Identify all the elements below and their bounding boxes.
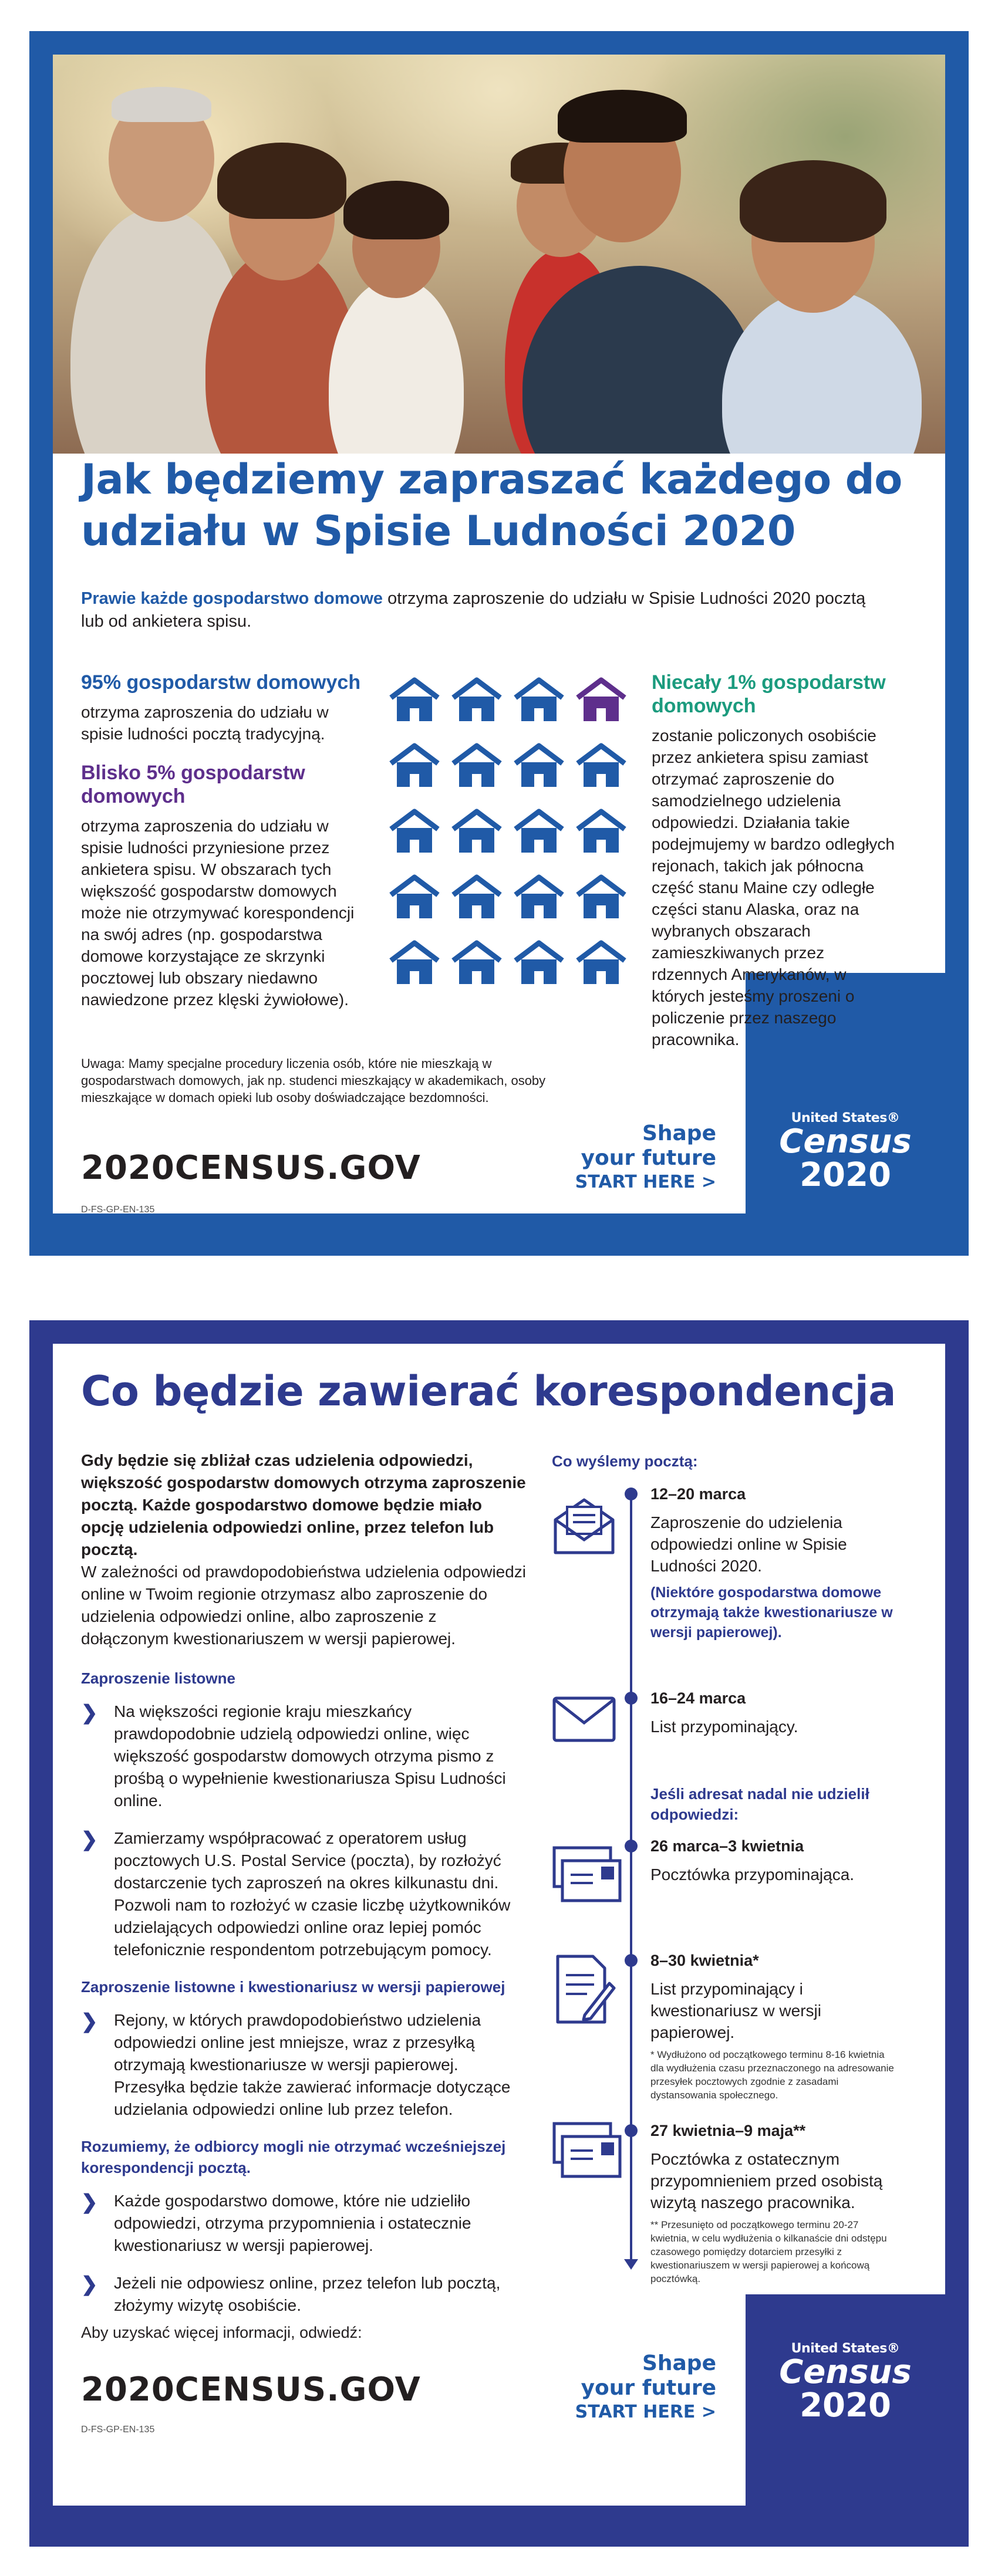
shape-your-future-tagline bbox=[511, 1121, 716, 1194]
timeline-date: 12–20 marca bbox=[650, 1485, 746, 1503]
timeline-footnote: * Wydłużono od początkowego terminu 8-16 kwietnia dla wydłużenia czasu przeznaczonego na adresowanie przesyłek pocztowych zgodnie z zasadami dystansowania społecznego. bbox=[650, 2049, 894, 2101]
tagline-line3: START HERE > bbox=[575, 1172, 716, 1192]
family-photo bbox=[53, 55, 945, 454]
stat2-heading: Blisko 5% gospodarstw domowych bbox=[81, 762, 305, 807]
logo-us: United States® bbox=[791, 2341, 900, 2356]
house-row bbox=[387, 677, 634, 724]
website-url[interactable]: 2020CENSUS.GOV bbox=[81, 1149, 421, 1187]
section2-bullet bbox=[81, 2009, 527, 2121]
tagline-line3: START HERE > bbox=[575, 2402, 716, 2422]
bullet-text: Jeżeli nie odpowiesz online, przez telefon lub pocztą, złożymy wizytę osobiście. bbox=[114, 2274, 501, 2314]
timeline-desc: Pocztówka przypominająca. bbox=[650, 1865, 855, 1884]
house-icon bbox=[450, 808, 504, 855]
intro-rest: otrzyma zaproszenie do udziału w Spisie Ludności 2020 pocztą lub od ankietera spisu. bbox=[81, 589, 866, 631]
logo-year: 2020 bbox=[800, 2386, 891, 2425]
stats-right-column bbox=[652, 671, 898, 1050]
tagline-line1: Shape bbox=[642, 1121, 716, 1145]
chevron-right-icon: ❯ bbox=[81, 1702, 98, 1724]
timeline-date: 27 kwietnia–9 maja** bbox=[650, 2122, 806, 2139]
house-icon bbox=[450, 939, 504, 986]
section1-heading: Zaproszenie listowne bbox=[81, 1669, 235, 1687]
tagline-line1: Shape bbox=[642, 2351, 716, 2375]
timeline-desc: Pocztówka z ostatecznym przypomnieniem przed osobistą wizytą naszego pracownika. bbox=[650, 2150, 883, 2212]
timeline-dot bbox=[625, 1692, 638, 1705]
house-icon bbox=[512, 874, 566, 921]
flyer-page-2 bbox=[29, 1320, 969, 2547]
section3-bullet bbox=[81, 2272, 527, 2317]
chevron-right-icon: ❯ bbox=[81, 2010, 98, 2033]
tagline-line2: your future bbox=[581, 1146, 716, 1170]
house-icon bbox=[512, 808, 566, 855]
house-icon bbox=[574, 939, 628, 986]
intro-text bbox=[81, 587, 868, 633]
note: Uwaga: Mamy specjalne procedury liczenia osób, które nie mieszkają w gospodarstwach domowych, jak np. studenci mieszkający w akademikach, osoby mieszkające w domach opieki lub osoby doświadczające bezdomności. bbox=[81, 1056, 546, 1105]
website-url[interactable]: 2020CENSUS.GOV bbox=[81, 2371, 421, 2409]
timeline-dot bbox=[625, 2124, 638, 2137]
timeline-extra: (Niektóre gospodarstwa domowe otrzymają także kwestionariusze w wersji papierowej). bbox=[650, 1584, 893, 1641]
chevron-right-icon: ❯ bbox=[81, 1828, 98, 1851]
stat3-text: zostanie policzonych osobiście przez ankietera spisu zamiast otrzymać zaproszenie do samodzielnego udzielenia odpowiedzi. Działania takie podejmujemy w bardzo odległych rejonach, takich jak północna część stanu Maine czy odległe części stanu Alaska, oraz na wybranych obszarach zamieszkiwanych przez rdzennych Amerykanów, w których jesteśmy proszeni o policzenie przez naszego pracownika. bbox=[652, 726, 895, 1049]
intro-bold: Prawie każde gospodarstwo domowe bbox=[81, 589, 383, 608]
house-row bbox=[387, 874, 634, 921]
document-code: D-FS-GP-EN-135 bbox=[81, 2425, 155, 2435]
questionnaire-icon bbox=[552, 1954, 616, 2024]
shape-your-future-tagline bbox=[511, 2351, 716, 2424]
house-icon bbox=[574, 742, 628, 789]
house-icon bbox=[387, 939, 441, 986]
house-row bbox=[387, 742, 634, 789]
timeline-date: 26 marca–3 kwietnia bbox=[650, 1837, 804, 1855]
house-icon bbox=[387, 874, 441, 921]
stats-left-column bbox=[81, 671, 363, 1010]
timeline-desc: Zaproszenie do udzielenia odpowiedzi online w Spisie Ludności 2020. bbox=[650, 1513, 847, 1575]
house-icon bbox=[450, 742, 504, 789]
timeline-desc: List przypominający. bbox=[650, 1718, 798, 1736]
stat2-text: otrzyma zaproszenia do udziału w spisie ludności przyniesione przez ankietera spisu. W obszarach tych większość gospodarstw domowych może nie otrzymywać korespondencji na swój adres (np. gospodarstwa domowe korzystające ze skrzynki pocztowej lub obszary niedawno nawiedzone przez klęski żywiołowe). bbox=[81, 817, 355, 1009]
timeline-followup-heading: Jeśli adresat nadal nie udzielił odpowiedzi: bbox=[650, 1785, 869, 1823]
section3-heading: Rozumiemy, że odbiorcy mogli nie otrzymać wcześniejszej korespondencji pocztą. bbox=[81, 2138, 506, 2176]
house-icon bbox=[387, 808, 441, 855]
timeline-dot bbox=[625, 1954, 638, 1967]
census-2020-logo bbox=[763, 1111, 928, 1192]
stat3-heading: Niecały 1% gospodarstw domowych bbox=[652, 671, 886, 717]
house-icon bbox=[574, 808, 628, 855]
open-envelope-icon bbox=[552, 1496, 616, 1555]
postcard-icon bbox=[552, 1845, 622, 1904]
stat1-text: otrzyma zaproszenia do udziału w spisie ludności pocztą tradycyjną. bbox=[81, 703, 329, 743]
timeline-dot bbox=[625, 1840, 638, 1852]
chevron-right-icon: ❯ bbox=[81, 2273, 98, 2296]
timeline-date: 16–24 marca bbox=[650, 1689, 746, 1707]
main-text-column bbox=[81, 1561, 527, 2317]
intro-paragraph: W zależności od prawdopodobieństwa udzielenia odpowiedzi online w Twoim regionie otrzymasz albo zaproszenie do udzielenia odpowiedzi online, albo zaproszenie z dołączonym kwestionariuszem w wersji papierowej. bbox=[81, 1563, 527, 1648]
section2-heading: Zaproszenie listowne i kwestionariusz w wersji papierowej bbox=[81, 1978, 505, 1996]
tagline-line2: your future bbox=[581, 2376, 716, 2400]
timeline-item bbox=[650, 2120, 897, 2286]
timeline-desc: List przypominający i kwestionariusz w wersji papierowej. bbox=[650, 1980, 821, 2041]
flyer-page-1 bbox=[29, 31, 969, 1256]
lead-text: Gdy będzie się zbliżał czas udzielenia odpowiedzi, większość gospodarstw domowych otrzyma zaproszenie pocztą. Każde gospodarstwo domowe będzie miało opcję udzielenia odpowiedzi online, przez telefon lub pocztą. bbox=[81, 1451, 526, 1559]
section3-bullet bbox=[81, 2190, 527, 2257]
logo-census: Census bbox=[779, 2353, 912, 2391]
bullet-text: Każde gospodarstwo domowe, które nie udzieliło odpowiedzi, otrzyma przypomnienia i ostatecznie kwestionariusz w wersji papierowej. bbox=[114, 2192, 471, 2254]
timeline-item bbox=[650, 1688, 897, 1737]
section1-bullet bbox=[81, 1827, 527, 1961]
house-icon bbox=[450, 874, 504, 921]
logo-year: 2020 bbox=[800, 1156, 891, 1194]
timeline-heading: Co wyślemy pocztą: bbox=[552, 1452, 698, 1470]
document-code: D-FS-GP-EN-135 bbox=[81, 1205, 155, 1215]
more-info-text: Aby uzyskać więcej informacji, odwiedź: bbox=[81, 2324, 362, 2341]
final-postcard-icon bbox=[552, 2121, 622, 2180]
timeline-dot bbox=[625, 1488, 638, 1500]
house-row bbox=[387, 808, 634, 855]
section1-bullet bbox=[81, 1701, 527, 1812]
timeline-item bbox=[650, 1483, 897, 1642]
timeline-date: 8–30 kwietnia* bbox=[650, 1952, 759, 1969]
bullet-text: Rejony, w których prawdopodobieństwo udzielenia odpowiedzi online jest mniejsze, wraz z przesyłką otrzymają kwestionariusze w wersji papierowej. Przesyłka będzie także zawierać informacje dotyczące udzielania odpowiedzi online lub przez telefon. bbox=[114, 2011, 511, 2118]
bullet-text: Na większości regionie kraju mieszkańcy prawdopodobnie udzielą odpowiedzi online, więc większość gospodarstw domowych otrzyma pismo z prośbą o wypełnienie kwestionariusza Spisu Ludności online. bbox=[114, 1702, 506, 1810]
house-icon bbox=[574, 874, 628, 921]
page-title: Co będzie zawierać korespondencja bbox=[81, 1367, 896, 1415]
timeline-arrow-icon bbox=[624, 2259, 638, 2270]
timeline-item bbox=[650, 1950, 897, 2102]
timeline-item bbox=[650, 1835, 897, 1885]
stat1-heading: 95% gospodarstw domowych bbox=[81, 671, 361, 694]
timeline-line bbox=[630, 1490, 632, 2265]
page-title: Jak będziemy zapraszać każdego do udziału w Spisie Ludności 2020 bbox=[81, 455, 902, 555]
house-icon bbox=[512, 939, 566, 986]
house-icon bbox=[512, 677, 566, 724]
house-icon bbox=[387, 677, 441, 724]
census-2020-logo bbox=[763, 2341, 928, 2423]
bullet-text: Zamierzamy współpracować z operatorem usług pocztowych U.S. Postal Service (poczta), by rozłożyć dostarczenie tych zaproszeń na okres kilkunastu dni. Pozwoli nam to rozłożyć w czasie liczbę użytkowników udzielających odpowiedzi online oraz lepiej pomóc telefonicznie respondentom potrzebującym pomocy. bbox=[114, 1829, 511, 1959]
house-purple-icon bbox=[574, 677, 628, 724]
house-row bbox=[387, 939, 634, 986]
house-icon bbox=[387, 742, 441, 789]
house-icon bbox=[512, 742, 566, 789]
logo-census: Census bbox=[779, 1123, 912, 1161]
timeline-footnote: ** Przesunięto od początkowego terminu 20-27 kwietnia, w celu wydłużenia o kilkanaście dni odstępu czasowego pomiędzy dotarciem przesyłki z kwestionariuszem w wersji papierowej a końcową pocztówką. bbox=[650, 2219, 887, 2284]
household-pictogram bbox=[387, 677, 634, 1005]
logo-us: United States® bbox=[791, 1111, 900, 1125]
envelope-icon bbox=[552, 1696, 616, 1743]
house-icon bbox=[450, 677, 504, 724]
chevron-right-icon: ❯ bbox=[81, 2191, 98, 2213]
